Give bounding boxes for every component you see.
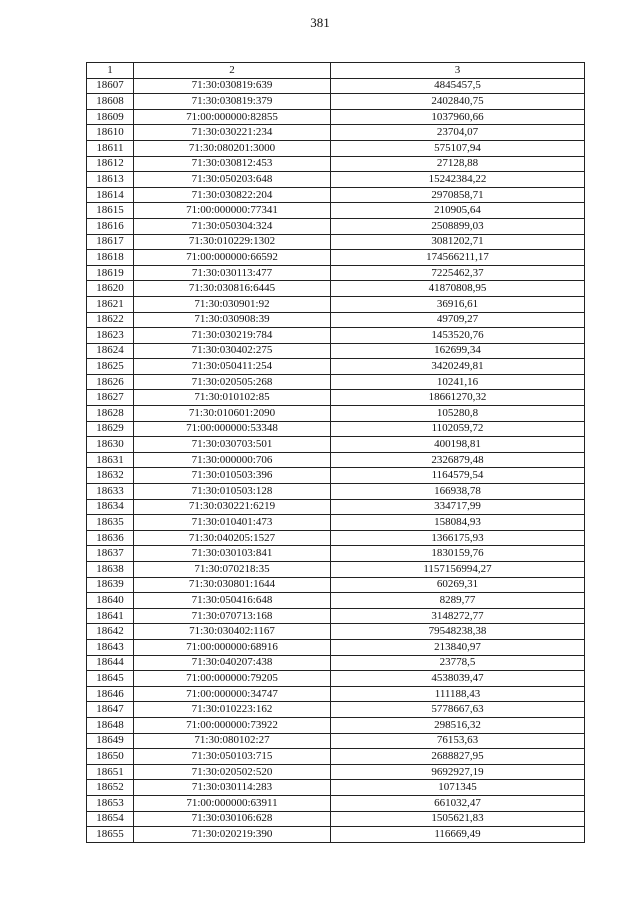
value-cell: 116669,49 bbox=[331, 827, 585, 843]
table-row bbox=[87, 281, 585, 297]
table-header-row bbox=[87, 63, 585, 79]
cadastral-number-cell: 71:30:030801:1644 bbox=[134, 577, 331, 593]
value-cell: 400198,81 bbox=[331, 437, 585, 453]
table-row bbox=[87, 811, 585, 827]
cadastral-number-cell: 71:30:040207:438 bbox=[134, 655, 331, 671]
row-number-cell: 18622 bbox=[87, 312, 134, 328]
cadastral-number-cell: 71:30:040205:1527 bbox=[134, 530, 331, 546]
cadastral-number-cell: 71:30:030703:501 bbox=[134, 437, 331, 453]
data-table bbox=[86, 62, 585, 843]
value-cell: 2688827,95 bbox=[331, 749, 585, 765]
row-number-cell: 18648 bbox=[87, 717, 134, 733]
value-cell: 8289,77 bbox=[331, 593, 585, 609]
row-number-cell: 18608 bbox=[87, 94, 134, 110]
cadastral-number-cell: 71:30:020502:520 bbox=[134, 764, 331, 780]
value-cell: 4538039,47 bbox=[331, 671, 585, 687]
row-number-cell: 18646 bbox=[87, 686, 134, 702]
table-row bbox=[87, 172, 585, 188]
value-cell: 18661270,32 bbox=[331, 390, 585, 406]
value-cell: 1453520,76 bbox=[331, 328, 585, 344]
value-cell: 49709,27 bbox=[331, 312, 585, 328]
value-cell: 158084,93 bbox=[331, 515, 585, 531]
value-cell: 1366175,93 bbox=[331, 530, 585, 546]
cadastral-number-cell: 71:30:030822:204 bbox=[134, 187, 331, 203]
row-number-cell: 18613 bbox=[87, 172, 134, 188]
table-row bbox=[87, 671, 585, 687]
table-row bbox=[87, 608, 585, 624]
table-row bbox=[87, 140, 585, 156]
cadastral-number-cell: 71:30:010223:162 bbox=[134, 702, 331, 718]
row-number-cell: 18630 bbox=[87, 437, 134, 453]
value-cell: 575107,94 bbox=[331, 140, 585, 156]
row-number-cell: 18614 bbox=[87, 187, 134, 203]
value-cell: 23704,07 bbox=[331, 125, 585, 141]
row-number-cell: 18642 bbox=[87, 624, 134, 640]
table-row bbox=[87, 593, 585, 609]
row-number-cell: 18609 bbox=[87, 109, 134, 125]
column-header-3: 3 bbox=[331, 63, 585, 79]
cadastral-number-cell: 71:30:010503:396 bbox=[134, 468, 331, 484]
row-number-cell: 18610 bbox=[87, 125, 134, 141]
cadastral-number-cell: 71:00:000000:53348 bbox=[134, 421, 331, 437]
value-cell: 60269,31 bbox=[331, 577, 585, 593]
row-number-cell: 18626 bbox=[87, 374, 134, 390]
table-row bbox=[87, 515, 585, 531]
row-number-cell: 18627 bbox=[87, 390, 134, 406]
table-row bbox=[87, 733, 585, 749]
value-cell: 1157156994,27 bbox=[331, 562, 585, 578]
cadastral-number-cell: 71:00:000000:82855 bbox=[134, 109, 331, 125]
table-row bbox=[87, 359, 585, 375]
table-row bbox=[87, 250, 585, 266]
table-row bbox=[87, 484, 585, 500]
table-row bbox=[87, 546, 585, 562]
row-number-cell: 18607 bbox=[87, 78, 134, 94]
table-row bbox=[87, 452, 585, 468]
table-row bbox=[87, 328, 585, 344]
column-header-1: 1 bbox=[87, 63, 134, 79]
row-number-cell: 18632 bbox=[87, 468, 134, 484]
cadastral-number-cell: 71:30:010102:85 bbox=[134, 390, 331, 406]
cadastral-number-cell: 71:00:000000:66592 bbox=[134, 250, 331, 266]
cadastral-number-cell: 71:30:030816:6445 bbox=[134, 281, 331, 297]
table-row bbox=[87, 187, 585, 203]
cadastral-number-cell: 71:30:030221:6219 bbox=[134, 499, 331, 515]
row-number-cell: 18620 bbox=[87, 281, 134, 297]
value-cell: 2508899,03 bbox=[331, 218, 585, 234]
table-row bbox=[87, 577, 585, 593]
page-number: 381 bbox=[310, 15, 330, 30]
row-number-cell: 18625 bbox=[87, 359, 134, 375]
value-cell: 661032,47 bbox=[331, 795, 585, 811]
cadastral-number-cell: 71:00:000000:34747 bbox=[134, 686, 331, 702]
value-cell: 41870808,95 bbox=[331, 281, 585, 297]
cadastral-number-cell: 71:30:030908:39 bbox=[134, 312, 331, 328]
row-number-cell: 18640 bbox=[87, 593, 134, 609]
value-cell: 15242384,22 bbox=[331, 172, 585, 188]
value-cell: 1102059,72 bbox=[331, 421, 585, 437]
value-cell: 210905,64 bbox=[331, 203, 585, 219]
row-number-cell: 18635 bbox=[87, 515, 134, 531]
value-cell: 1830159,76 bbox=[331, 546, 585, 562]
value-cell: 10241,16 bbox=[331, 374, 585, 390]
value-cell: 79548238,38 bbox=[331, 624, 585, 640]
value-cell: 5778667,63 bbox=[331, 702, 585, 718]
table-row bbox=[87, 296, 585, 312]
value-cell: 2326879,48 bbox=[331, 452, 585, 468]
cadastral-number-cell: 71:30:050416:648 bbox=[134, 593, 331, 609]
table-row bbox=[87, 780, 585, 796]
cadastral-number-cell: 71:30:070713:168 bbox=[134, 608, 331, 624]
value-cell: 174566211,17 bbox=[331, 250, 585, 266]
row-number-cell: 18621 bbox=[87, 296, 134, 312]
table-row bbox=[87, 717, 585, 733]
value-cell: 23778,5 bbox=[331, 655, 585, 671]
cadastral-number-cell: 71:00:000000:63911 bbox=[134, 795, 331, 811]
value-cell: 36916,61 bbox=[331, 296, 585, 312]
row-number-cell: 18629 bbox=[87, 421, 134, 437]
table-row bbox=[87, 343, 585, 359]
value-cell: 3081202,71 bbox=[331, 234, 585, 250]
row-number-cell: 18641 bbox=[87, 608, 134, 624]
cadastral-number-cell: 71:00:000000:68916 bbox=[134, 639, 331, 655]
cadastral-number-cell: 71:30:050103:715 bbox=[134, 749, 331, 765]
value-cell: 298516,32 bbox=[331, 717, 585, 733]
cadastral-number-cell: 71:30:010503:128 bbox=[134, 484, 331, 500]
table-row bbox=[87, 764, 585, 780]
cadastral-number-cell: 71:30:020505:268 bbox=[134, 374, 331, 390]
row-number-cell: 18643 bbox=[87, 639, 134, 655]
row-number-cell: 18624 bbox=[87, 343, 134, 359]
value-cell: 2970858,71 bbox=[331, 187, 585, 203]
value-cell: 76153,63 bbox=[331, 733, 585, 749]
table-row bbox=[87, 218, 585, 234]
table-body bbox=[87, 78, 585, 842]
row-number-cell: 18650 bbox=[87, 749, 134, 765]
value-cell: 105280,8 bbox=[331, 406, 585, 422]
cadastral-number-cell: 71:30:030114:283 bbox=[134, 780, 331, 796]
cadastral-number-cell: 71:30:070218:35 bbox=[134, 562, 331, 578]
table-row bbox=[87, 468, 585, 484]
row-number-cell: 18628 bbox=[87, 406, 134, 422]
cadastral-number-cell: 71:30:010601:2090 bbox=[134, 406, 331, 422]
cadastral-number-cell: 71:30:030402:1167 bbox=[134, 624, 331, 640]
cadastral-number-cell: 71:30:000000:706 bbox=[134, 452, 331, 468]
cadastral-number-cell: 71:30:050304:324 bbox=[134, 218, 331, 234]
table-row bbox=[87, 125, 585, 141]
table-row bbox=[87, 156, 585, 172]
cadastral-number-cell: 71:30:030103:841 bbox=[134, 546, 331, 562]
cadastral-number-cell: 71:00:000000:79205 bbox=[134, 671, 331, 687]
cadastral-number-cell: 71:00:000000:73922 bbox=[134, 717, 331, 733]
cadastral-number-cell: 71:30:030106:628 bbox=[134, 811, 331, 827]
cadastral-number-cell: 71:30:030402:275 bbox=[134, 343, 331, 359]
row-number-cell: 18653 bbox=[87, 795, 134, 811]
row-number-cell: 18636 bbox=[87, 530, 134, 546]
value-cell: 3148272,77 bbox=[331, 608, 585, 624]
table-row bbox=[87, 686, 585, 702]
row-number-cell: 18638 bbox=[87, 562, 134, 578]
table-row bbox=[87, 374, 585, 390]
value-cell: 3420249,81 bbox=[331, 359, 585, 375]
row-number-cell: 18654 bbox=[87, 811, 134, 827]
table-row bbox=[87, 639, 585, 655]
cadastral-number-cell: 71:30:050411:254 bbox=[134, 359, 331, 375]
cadastral-number-cell: 71:30:030113:477 bbox=[134, 265, 331, 281]
table-row bbox=[87, 562, 585, 578]
value-cell: 7225462,37 bbox=[331, 265, 585, 281]
column-header-2: 2 bbox=[134, 63, 331, 79]
value-cell: 213840,97 bbox=[331, 639, 585, 655]
table-row bbox=[87, 624, 585, 640]
table-row bbox=[87, 437, 585, 453]
cadastral-number-cell: 71:30:030219:784 bbox=[134, 328, 331, 344]
table-row bbox=[87, 406, 585, 422]
row-number-cell: 18617 bbox=[87, 234, 134, 250]
row-number-cell: 18616 bbox=[87, 218, 134, 234]
table-row bbox=[87, 655, 585, 671]
row-number-cell: 18655 bbox=[87, 827, 134, 843]
table-row bbox=[87, 530, 585, 546]
cadastral-number-cell: 71:30:010229:1302 bbox=[134, 234, 331, 250]
cadastral-number-cell: 71:30:030221:234 bbox=[134, 125, 331, 141]
value-cell: 1071345 bbox=[331, 780, 585, 796]
value-cell: 166938,78 bbox=[331, 484, 585, 500]
value-cell: 1037960,66 bbox=[331, 109, 585, 125]
cadastral-number-cell: 71:00:000000:77341 bbox=[134, 203, 331, 219]
value-cell: 111188,43 bbox=[331, 686, 585, 702]
row-number-cell: 18615 bbox=[87, 203, 134, 219]
table-row bbox=[87, 312, 585, 328]
row-number-cell: 18633 bbox=[87, 484, 134, 500]
table-row bbox=[87, 749, 585, 765]
value-cell: 1164579,54 bbox=[331, 468, 585, 484]
table-row bbox=[87, 390, 585, 406]
cadastral-number-cell: 71:30:030819:379 bbox=[134, 94, 331, 110]
row-number-cell: 18649 bbox=[87, 733, 134, 749]
value-cell: 4845457,5 bbox=[331, 78, 585, 94]
value-cell: 9692927,19 bbox=[331, 764, 585, 780]
row-number-cell: 18645 bbox=[87, 671, 134, 687]
cadastral-number-cell: 71:30:050203:648 bbox=[134, 172, 331, 188]
table-row bbox=[87, 499, 585, 515]
cadastral-number-cell: 71:30:080201:3000 bbox=[134, 140, 331, 156]
table-row bbox=[87, 109, 585, 125]
row-number-cell: 18637 bbox=[87, 546, 134, 562]
table-row bbox=[87, 827, 585, 843]
value-cell: 334717,99 bbox=[331, 499, 585, 515]
row-number-cell: 18612 bbox=[87, 156, 134, 172]
row-number-cell: 18631 bbox=[87, 452, 134, 468]
cadastral-number-cell: 71:30:030819:639 bbox=[134, 78, 331, 94]
table-row bbox=[87, 94, 585, 110]
value-cell: 162699,34 bbox=[331, 343, 585, 359]
table-row bbox=[87, 203, 585, 219]
cadastral-number-cell: 71:30:010401:473 bbox=[134, 515, 331, 531]
table-row bbox=[87, 234, 585, 250]
table-row bbox=[87, 78, 585, 94]
row-number-cell: 18619 bbox=[87, 265, 134, 281]
table-row bbox=[87, 795, 585, 811]
cadastral-number-cell: 71:30:080102:27 bbox=[134, 733, 331, 749]
value-cell: 1505621,83 bbox=[331, 811, 585, 827]
cadastral-number-cell: 71:30:030812:453 bbox=[134, 156, 331, 172]
row-number-cell: 18647 bbox=[87, 702, 134, 718]
row-number-cell: 18639 bbox=[87, 577, 134, 593]
table-row bbox=[87, 421, 585, 437]
cadastral-number-cell: 71:30:030901:92 bbox=[134, 296, 331, 312]
table-row bbox=[87, 265, 585, 281]
row-number-cell: 18634 bbox=[87, 499, 134, 515]
row-number-cell: 18652 bbox=[87, 780, 134, 796]
cadastral-number-cell: 71:30:020219:390 bbox=[134, 827, 331, 843]
row-number-cell: 18651 bbox=[87, 764, 134, 780]
value-cell: 27128,88 bbox=[331, 156, 585, 172]
row-number-cell: 18611 bbox=[87, 140, 134, 156]
row-number-cell: 18618 bbox=[87, 250, 134, 266]
row-number-cell: 18623 bbox=[87, 328, 134, 344]
table-row bbox=[87, 702, 585, 718]
value-cell: 2402840,75 bbox=[331, 94, 585, 110]
row-number-cell: 18644 bbox=[87, 655, 134, 671]
